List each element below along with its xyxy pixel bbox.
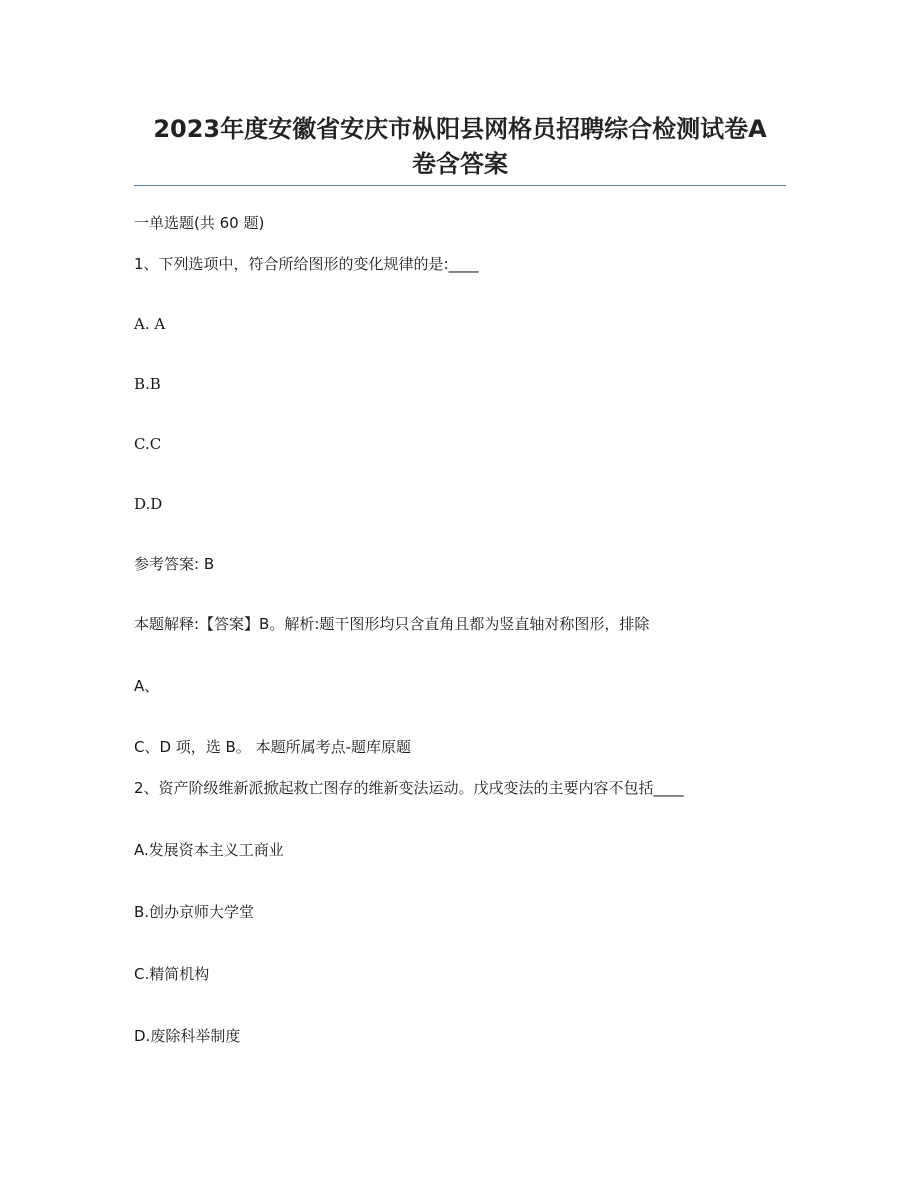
question-1-option-a: A. A — [134, 315, 166, 333]
question-1-option-d: D.D — [134, 495, 163, 513]
question-1-explanation-line-2: A、 — [134, 677, 160, 695]
question-1-explanation-line-1: 本题解释:【答案】B。解析:题干图形均只含直角且都为竖直轴对称图形，排除 — [134, 615, 650, 633]
question-1-explanation-line-3: C、D 项，选 B。 本题所属考点-题库原题 — [134, 738, 412, 756]
title-divider — [134, 185, 786, 186]
question-1-option-c: C.C — [134, 435, 162, 453]
question-1-option-b: B.B — [134, 375, 161, 393]
question-2-option-a: A.发展资本主义工商业 — [134, 841, 284, 859]
document-title — [134, 112, 786, 182]
question-2-option-d: D.废除科举制度 — [134, 1027, 241, 1045]
title-line-2: 卷含答案 — [412, 150, 508, 178]
question-2-option-c: C.精简机构 — [134, 965, 210, 983]
title-line-1: 2023年度安徽省安庆市枞阳县网格员招聘综合检测试卷A — [153, 115, 767, 143]
question-1-stem: 1、下列选项中，符合所给图形的变化规律的是:____ — [134, 255, 479, 273]
section-header: 一单选题(共 60 题) — [134, 214, 265, 232]
question-2-option-b: B.创办京师大学堂 — [134, 903, 255, 921]
question-2-stem: 2、资产阶级维新派掀起救亡图存的维新变法运动。戊戌变法的主要内容不包括____ — [134, 779, 684, 797]
question-1-answer: 参考答案: B — [134, 555, 215, 573]
